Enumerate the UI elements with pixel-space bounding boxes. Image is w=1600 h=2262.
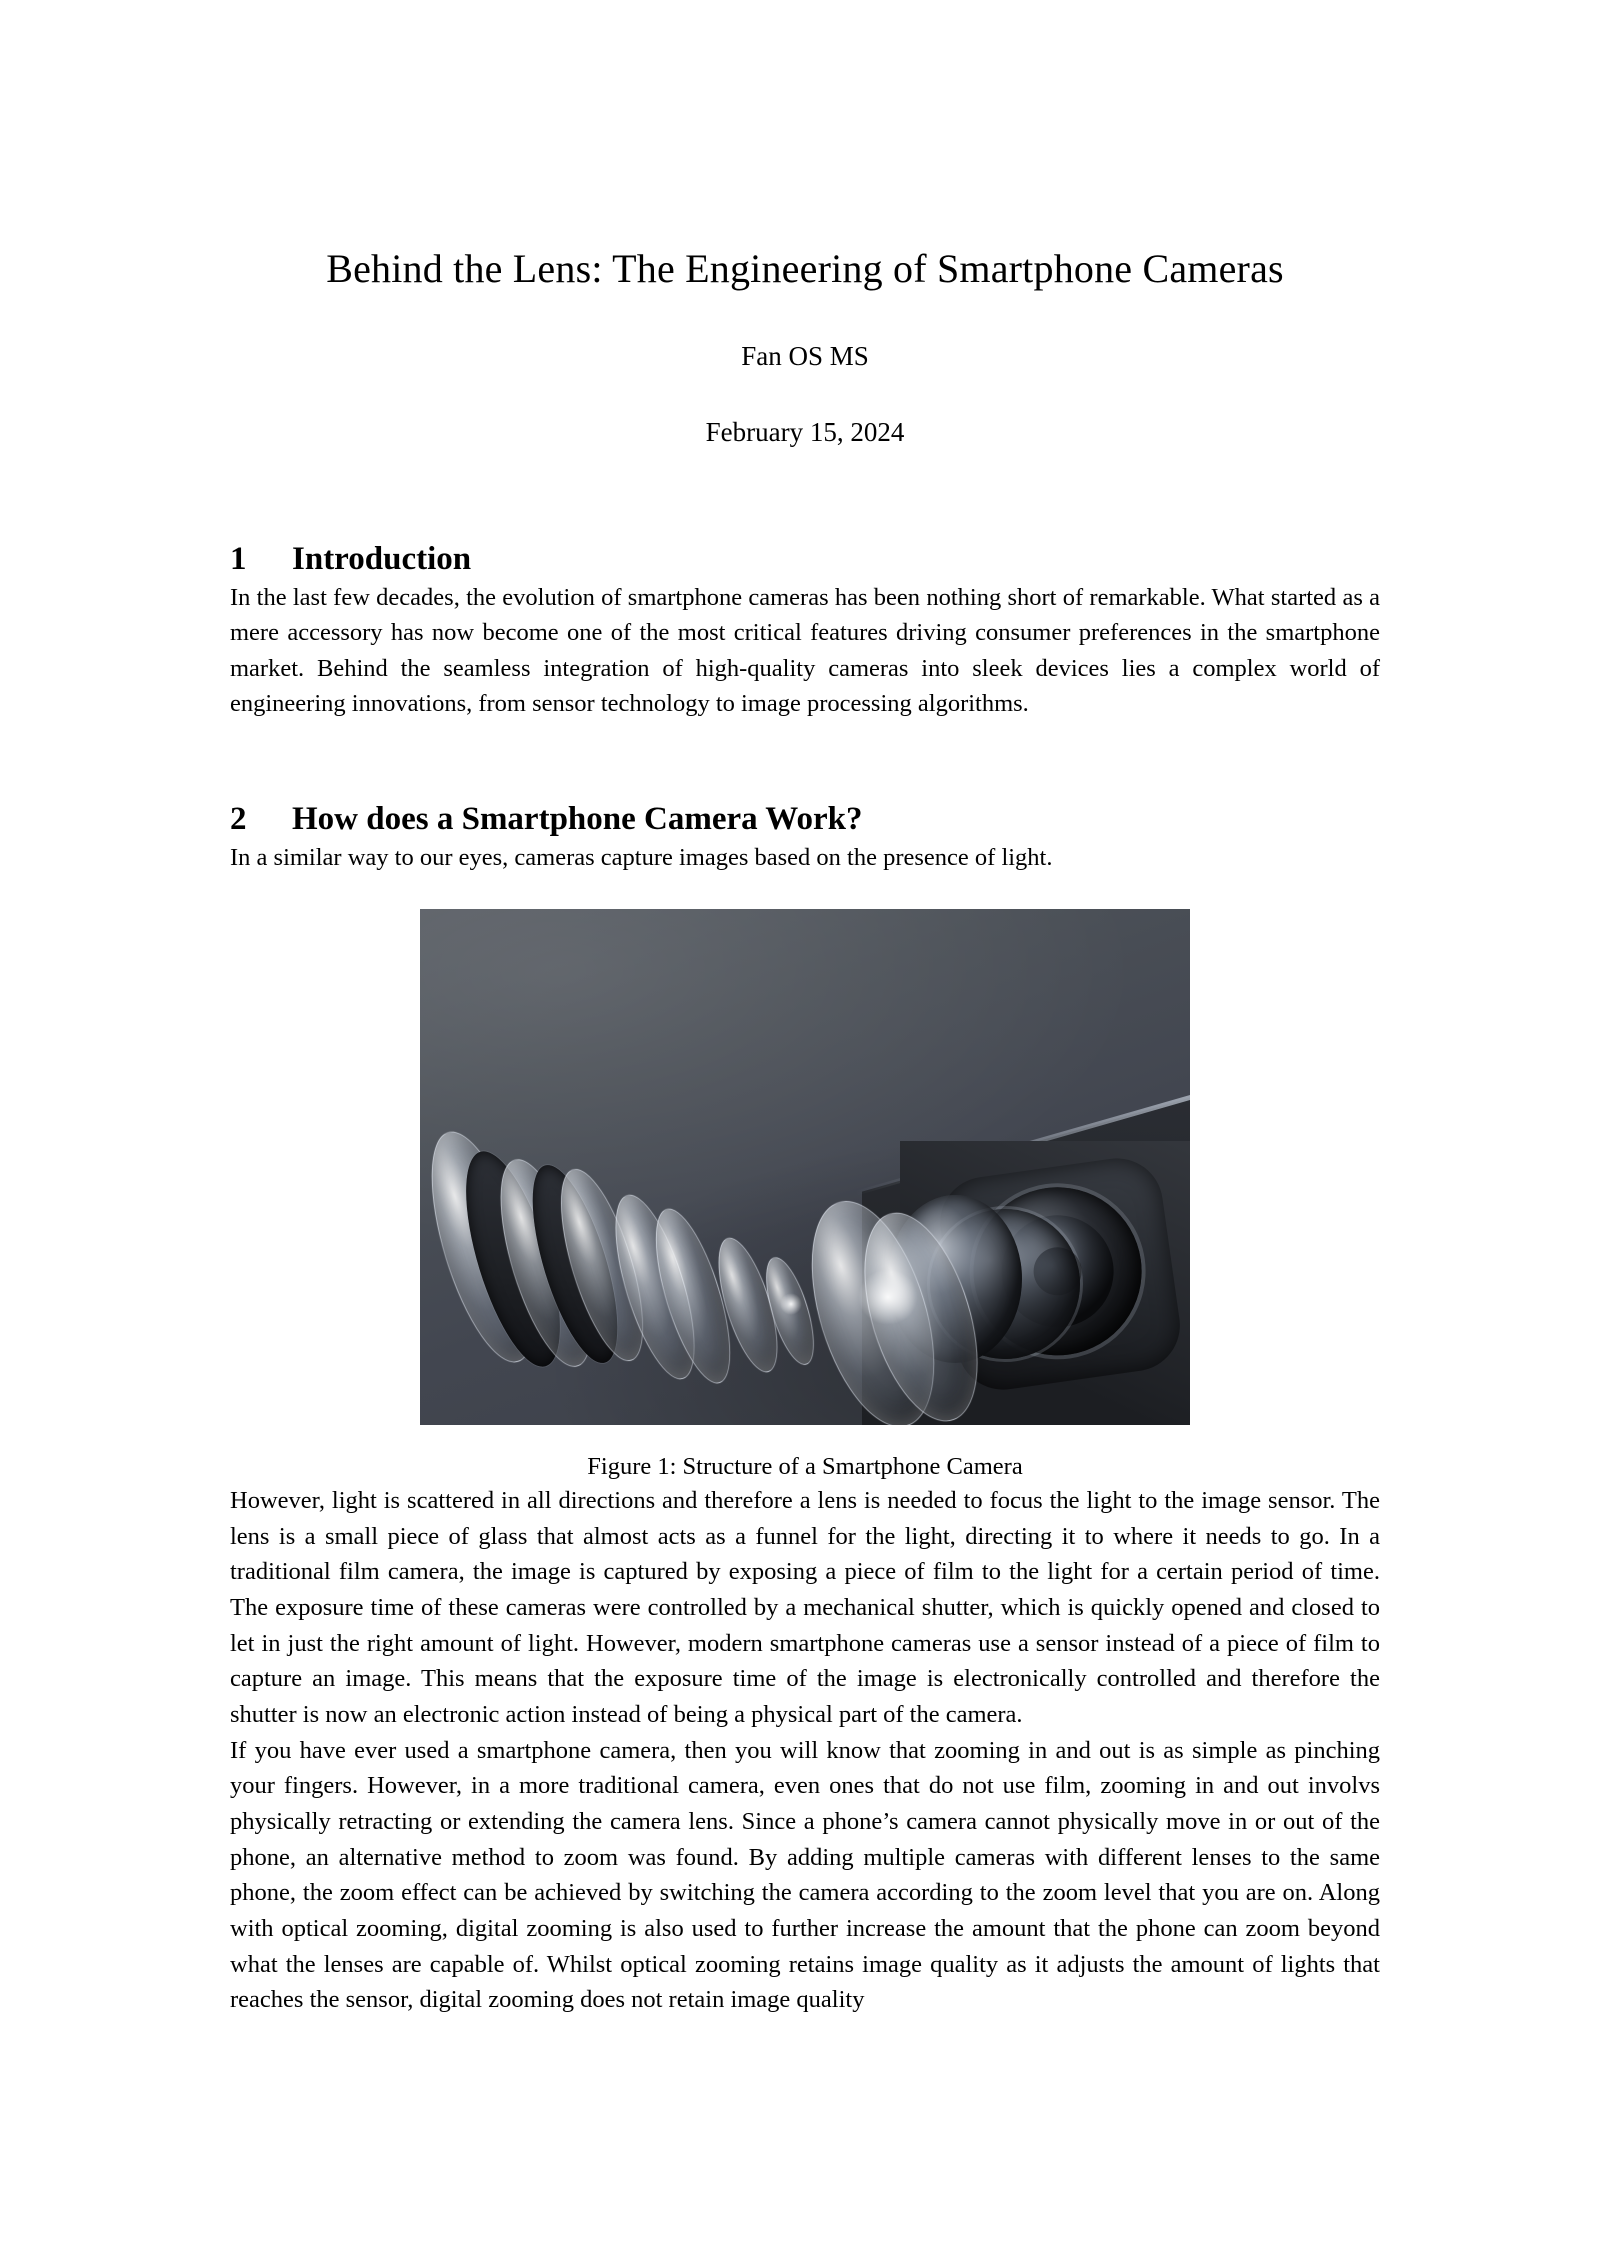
paragraph-camera-1: In a similar way to our eyes, cameras capture images based on the presence of light. [230, 843, 1053, 871]
section-number: 2 [230, 801, 247, 838]
section-heading-how-does-a-smartphone-camera-work [230, 800, 1380, 840]
paragraph-intro-1: In the last few decades, the evolution of smartphone cameras has been nothing short of remarkable. What started as a mere accessory has now become one of the most critical features driving consumer preferences in the smartphone market. Behind the seamless integration of high-quality cameras into sleek devices lies a complex world of engineering innovations, from sensor technology to image processing algorithms. [230, 583, 1380, 718]
figure-image-smartphone-camera-structure [420, 909, 1190, 1425]
paragraph-camera-3: If you have ever used a smartphone camera, then you will know that zooming in and out is as simple as pinching your fingers. However, in a more traditional camera, even ones that do not use film, zooming in and out involvs physically retracting or extending the camera lens. Since a phone’s camera cannot physically move in or out of the phone, an alternative method to zoom was found. By adding multiple cameras with different lenses to the same phone, the zoom effect can be achieved by switching the camera according to the zoom level that you are on. Along with optical zooming, digital zooming is also used to further increase the amount that the phone can zoom beyond what the lenses are capable of. Whilst optical zooming retains image quality as it adjusts the amount of lights that reaches the sensor, digital zooming does not retain image quality [230, 1736, 1380, 2014]
paragraph-camera-2: However, light is scattered in all directions and therefore a lens is needed to focus the light to the image sensor. The lens is a small piece of glass that almost acts as a funnel for the light, directing it to where it needs to go. In a traditional film camera, the image is captured by exposing a piece of film to the light for a certain period of time. The exposure time of these cameras were controlled by a mechanical shutter, which is quickly opened and closed to let in just the right amount of light. However, modern smartphone cameras use a sensor instead of a piece of film to capture an image. This means that the exposure time of the image is electronically controlled and therefore the shutter is now an electronic action instead of being a physical part of the camera. [230, 1487, 1380, 1729]
figure-1 [230, 909, 1380, 1483]
section-number: 1 [230, 540, 247, 577]
page-title: Behind the Lens: The Engineering of Smartphone Cameras [326, 246, 1284, 291]
title-block [230, 0, 1380, 448]
page-content [230, 0, 1380, 2018]
figure-caption: Figure 1: Structure of a Smartphone Camera [587, 1453, 1023, 1481]
section-title: Introduction [292, 540, 472, 577]
section-heading-introduction [230, 540, 1380, 580]
author-line: Fan OS MS [741, 341, 869, 372]
date-line: February 15, 2024 [705, 416, 905, 447]
section-title: How does a Smartphone Camera Work? [292, 801, 863, 838]
